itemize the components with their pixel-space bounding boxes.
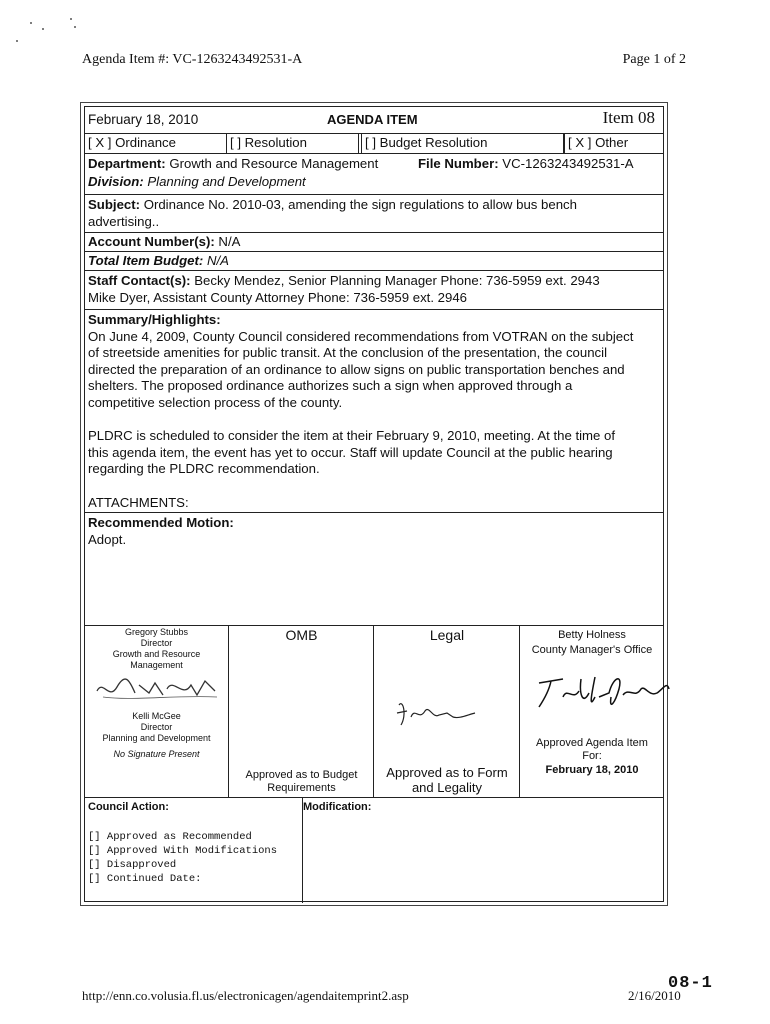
department-label: Department: xyxy=(88,156,166,171)
council-option-modifications[interactable]: [] Approved With Modifications xyxy=(88,844,278,857)
omb-approved: Approved as to Budget Requirements xyxy=(245,769,358,794)
approved-for-label: Approved Agenda Item For: xyxy=(536,737,648,762)
director1-signature-icon xyxy=(93,671,223,705)
approved-date: February 18, 2010 xyxy=(545,764,639,776)
manager-name: Betty Holness xyxy=(558,629,626,641)
council-action-label: Council Action: xyxy=(88,801,169,813)
council-option-continued[interactable]: [] Continued Date: xyxy=(88,872,202,885)
council-option-approved[interactable]: [] Approved as Recommended xyxy=(88,830,252,843)
division-label: Division: xyxy=(88,174,144,189)
legal-label: Legal xyxy=(429,627,465,643)
checkbox-budget-resolution[interactable]: [ ] Budget Resolution xyxy=(361,133,564,153)
director1-dept: Growth and Resource Management xyxy=(112,649,201,670)
checkbox-resolution[interactable]: [ ] Resolution xyxy=(226,133,359,153)
motion-label: Recommended Motion: xyxy=(88,515,234,530)
account-row xyxy=(85,232,663,252)
division-value: Planning and Development xyxy=(147,174,306,189)
department-row xyxy=(85,153,663,195)
council-option-disapproved[interactable]: [] Disapproved xyxy=(88,858,177,871)
file-number-label: File Number: xyxy=(418,156,499,171)
legal-cell xyxy=(375,625,520,797)
motion-value: Adopt. xyxy=(88,531,127,547)
item-number: Item 08 xyxy=(602,108,655,127)
checkbox-ordinance[interactable]: [ X ] Ordinance xyxy=(85,133,227,153)
modification-label: Modification: xyxy=(303,801,372,813)
staff-contact-2: Mike Dyer, Assistant County Attorney Phone: 736-5959 ext. 2946 xyxy=(88,290,467,305)
checkbox-other[interactable]: [ X ] Other xyxy=(564,133,663,153)
page-counter: Page 1 of 2 xyxy=(622,52,686,67)
scan-speck xyxy=(16,40,18,42)
form-date: February 18, 2010 xyxy=(88,112,199,127)
no-signature-note: No Signature Present xyxy=(113,749,200,759)
subject-row xyxy=(85,194,663,233)
footer-url: http://enn.co.volusia.fl.us/electronicagen/agendaitemprint2.asp xyxy=(82,988,409,1003)
staff-contact-1: Becky Mendez, Senior Planning Manager Phone: 736-5959 ext. 2943 xyxy=(194,273,600,288)
county-manager-cell xyxy=(521,625,663,797)
scan-speck xyxy=(70,18,72,20)
scan-speck xyxy=(42,28,44,30)
form-title-row xyxy=(85,107,663,134)
staff-contacts-row xyxy=(85,270,663,310)
council-action-cell xyxy=(85,797,303,903)
subject-value: Ordinance No. 2010-03, amending the sign regulations to allow bus bench advertising.. xyxy=(88,197,577,229)
manager-signature-icon xyxy=(533,667,673,717)
summary-paragraph-2: PLDRC is scheduled to consider the item at their February 9, 2010, meeting. At the time of this agenda item, the event has yet to occur. Staff will update Council at the public hearing regarding the PLDRC recommendation. xyxy=(88,428,616,476)
department-value: Growth and Resource Management xyxy=(169,156,379,171)
agenda-item-number-header: Agenda Item #: VC-1263243492531-A xyxy=(82,52,303,67)
account-value: N/A xyxy=(218,234,241,249)
attachments-label: ATTACHMENTS: xyxy=(88,494,189,510)
omb-label: OMB xyxy=(285,627,318,643)
staff-label: Staff Contact(s): xyxy=(88,273,191,288)
manager-office: County Manager's Office xyxy=(531,644,653,656)
footer-page-code: 08-1 xyxy=(668,974,713,993)
subject-label: Subject: xyxy=(88,197,141,212)
council-action-row xyxy=(85,797,663,903)
footer-date: 2/16/2010 xyxy=(628,988,681,1003)
form-title: AGENDA ITEM xyxy=(327,112,418,127)
director-signoff-cell xyxy=(85,625,229,797)
director1-title: Director xyxy=(140,638,173,648)
agenda-form xyxy=(80,102,668,906)
director2-dept: Planning and Development xyxy=(102,733,211,743)
legal-approved: Approved as to Form and Legality xyxy=(386,765,508,795)
director2-title: Director xyxy=(140,722,173,732)
file-number-value: VC-1263243492531-A xyxy=(502,156,634,171)
budget-value: N/A xyxy=(206,253,229,268)
summary-paragraph-1: On June 4, 2009, County Council considered recommendations from VOTRAN on the subject of streetside amenities for public transit. At the conclusion of the presentation, the council directed the preparation of an ordinance to allow signs on public transportation benches and shelters. The proposed ordinance authorizes such a sign when approved through a competitive selection process of the county. xyxy=(88,328,634,410)
budget-label: Total Item Budget: xyxy=(88,253,204,268)
summary-row xyxy=(85,309,663,513)
director2-name: Kelli McGee xyxy=(132,711,181,721)
omb-cell xyxy=(230,625,374,797)
signoff-row xyxy=(85,625,663,798)
type-checkbox-row xyxy=(85,133,663,154)
scan-speck xyxy=(74,26,76,28)
budget-row xyxy=(85,251,663,271)
legal-signature-icon xyxy=(389,695,479,731)
motion-row xyxy=(85,512,663,626)
account-label: Account Number(s): xyxy=(88,234,215,249)
director1-name: Gregory Stubbs xyxy=(124,627,189,637)
summary-label: Summary/Highlights: xyxy=(88,312,221,327)
scan-speck xyxy=(30,22,32,24)
